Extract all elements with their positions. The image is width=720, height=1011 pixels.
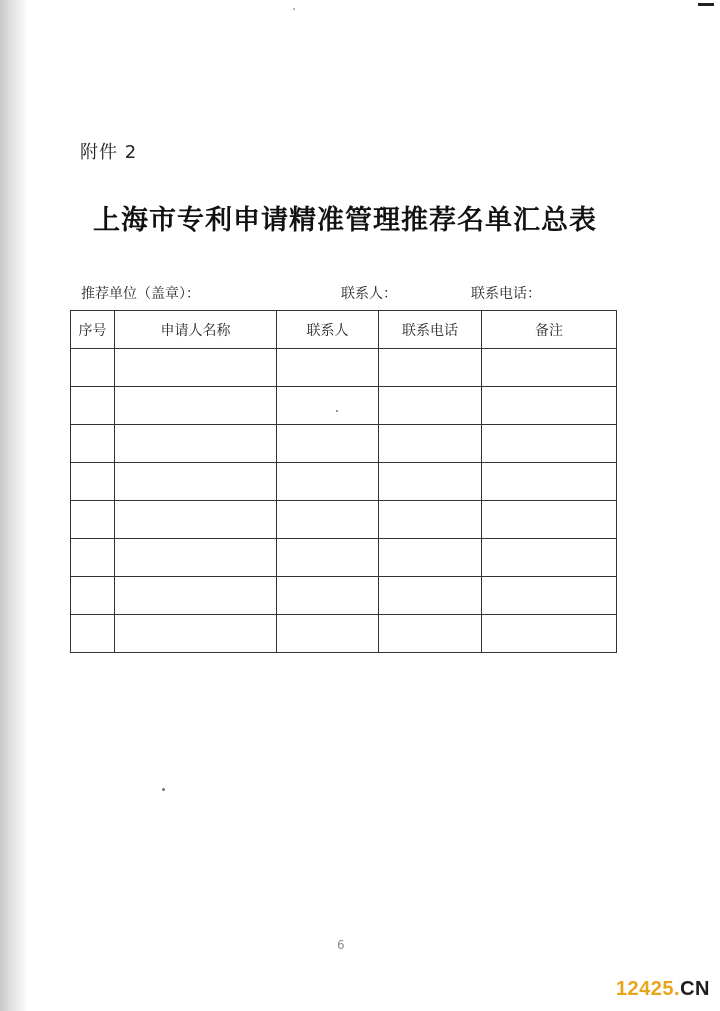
header-remarks: 备注 [482,311,617,349]
table-row [71,501,617,539]
table-cell [482,539,617,577]
table-cell [115,425,277,463]
table-cell [71,501,115,539]
table-cell [71,349,115,387]
table-row [71,615,617,653]
table-cell [379,539,482,577]
table-header-row [71,311,617,349]
scan-edge-shadow [0,0,28,1011]
table-cell [277,615,379,653]
table-cell [277,349,379,387]
summary-table [70,310,617,653]
table-cell [277,463,379,501]
table-cell [482,387,617,425]
table-cell [482,463,617,501]
recommending-unit-label: 推荐单位（盖章）： [81,286,200,302]
table-cell [115,349,277,387]
corner-mark [698,3,714,6]
watermark-dot: . [674,978,681,1000]
table-row [71,539,617,577]
table-row [71,349,617,387]
header-applicant-name: 申请人名称 [115,311,277,349]
table-cell [379,349,482,387]
table-cell [482,349,617,387]
table-cell [115,577,277,615]
attachment-label: 附件 2 [80,142,138,163]
table-cell [115,539,277,577]
contact-phone-label: 联系电话： [471,286,541,302]
scan-speck [293,8,295,10]
table-cell [277,539,379,577]
table-cell [379,615,482,653]
table-row [71,387,617,425]
table-cell [115,501,277,539]
table-cell [115,387,277,425]
table-cell [482,501,617,539]
table-row [71,463,617,501]
table-cell [379,387,482,425]
table-cell [482,577,617,615]
table-cell [379,463,482,501]
table-cell [277,577,379,615]
table-cell [482,425,617,463]
table-cell [115,615,277,653]
scan-speck [336,410,338,412]
table-cell [71,577,115,615]
header-serial-number: 序号 [71,311,115,349]
header-contact-phone: 联系电话 [379,311,482,349]
table-cell [71,425,115,463]
document-title: 上海市专利申请精准管理推荐名单汇总表 [93,205,597,236]
table-cell [277,425,379,463]
table-row [71,577,617,615]
table-cell [379,425,482,463]
scan-speck [162,788,165,791]
watermark-tld: CN [680,978,710,1000]
table-cell [71,615,115,653]
table-cell [379,577,482,615]
table-cell [71,387,115,425]
table-cell [277,387,379,425]
table-cell [379,501,482,539]
table-body [71,349,617,653]
table-cell [71,463,115,501]
site-watermark [616,978,710,1001]
table-cell [482,615,617,653]
header-contact-person: 联系人 [277,311,379,349]
table-cell [277,501,379,539]
page-number: 6 [337,938,345,952]
table-cell [115,463,277,501]
table-cell [71,539,115,577]
contact-person-label: 联系人： [341,286,397,302]
watermark-number: 12425 [615,978,675,1000]
table-row [71,425,617,463]
